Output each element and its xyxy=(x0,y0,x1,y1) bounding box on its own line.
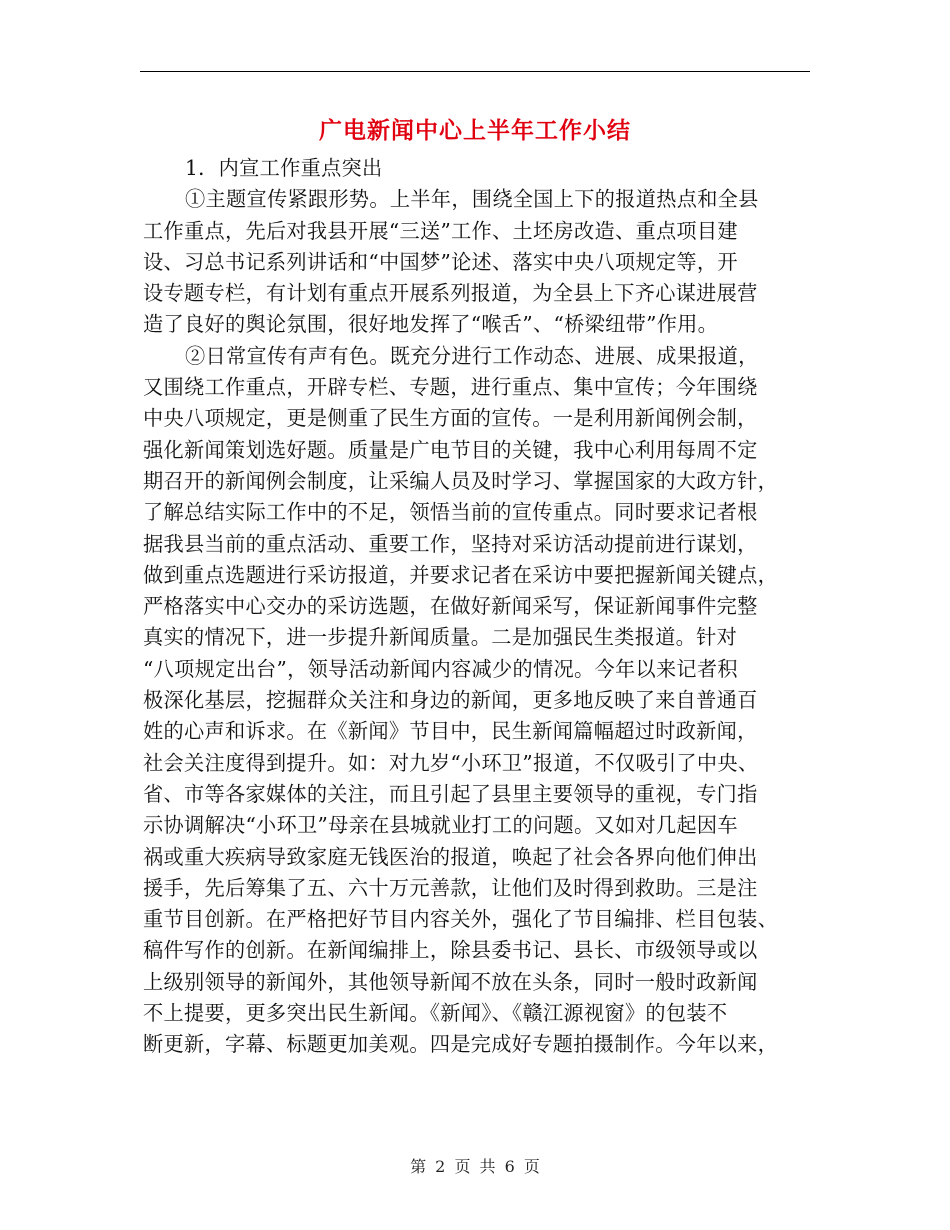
text-line: 1．内宣工作重点突出 xyxy=(185,156,383,180)
text-line: 工作重点，先后对我县开展“三送”工作、土坯房改造、重点项目建 xyxy=(143,218,738,243)
text-line: 造了良好的舆论氛围，很好地发挥了“喉舌”、“桥梁纽带”作用。 xyxy=(143,312,719,337)
text-line: 期召开的新闻例会制度，让采编人员及时学习、掌握国家的大政方针， xyxy=(143,468,779,493)
text-line: 了解总结实际工作中的不足，领悟当前的宣传重点。同时要求记者根 xyxy=(143,500,758,525)
text-line: 做到重点选题进行采访报道，并要求记者在采访中要把握新闻关键点， xyxy=(143,562,779,587)
text-line: 极深化基层，挖掘群众关注和身边的新闻，更多地反映了来自普通百 xyxy=(143,688,758,713)
text-line: 强化新闻策划选好题。质量是广电节目的关键，我中心利用每周不定 xyxy=(143,437,758,462)
text-line: 据我县当前的重点活动、重要工作，坚持对采访活动提前进行谋划， xyxy=(143,531,758,556)
text-line: 不上提要，更多突出民生新闻。《新闻》、《赣江源视窗》的包装不 xyxy=(143,1001,728,1026)
header-rule xyxy=(140,71,810,72)
document-title: 广电新闻中心上半年工作小结 xyxy=(319,118,631,144)
text-line: 设专题专栏，有计划有重点开展系列报道，为全县上下齐心谋进展营 xyxy=(143,281,758,306)
document-body xyxy=(143,153,815,1061)
text-line: 又围绕工作重点，开辟专栏、专题，进行重点、集中宣传；今年围绕 xyxy=(143,375,758,400)
text-line: ②日常宣传有声有色。既充分进行工作动态、进展、成果报道， xyxy=(185,343,759,368)
text-line: 严格落实中心交办的采访选题，在做好新闻采写，保证新闻事件完整 xyxy=(143,594,758,619)
text-line: 断更新，字幕、标题更加美观。四是完成好专题拍摄制作。今年以来， xyxy=(143,1032,779,1057)
page-footer: 第 2 页 共 6 页 xyxy=(410,1157,540,1176)
text-line: 姓的心声和诉求。在《新闻》节目中，民生新闻篇幅超过时政新闻， xyxy=(143,719,758,744)
text-line: 重节目创新。在严格把好节目内容关外，强化了节目编排、栏目包装、 xyxy=(143,907,779,932)
text-line: ①主题宣传紧跟形势。上半年，围绕全国上下的报道热点和全县 xyxy=(185,187,759,212)
text-line: 稿件写作的创新。在新闻编排上，除县委书记、县长、市级领导或以 xyxy=(143,938,758,963)
text-line: 援手，先后筹集了五、六十万元善款，让他们及时得到救助。三是注 xyxy=(143,875,758,900)
text-line: 示协调解决“小环卫”母亲在县城就业打工的问题。又如对几起因车 xyxy=(143,813,738,838)
text-line: 祸或重大疾病导致家庭无钱医治的报道，唤起了社会各界向他们伸出 xyxy=(143,844,758,869)
text-line: 设、习总书记系列讲话和“中国梦”论述、落实中央八项规定等，开 xyxy=(143,249,738,274)
text-line: 省、市等各家媒体的关注，而且引起了县里主要领导的重视，专门指 xyxy=(143,781,758,806)
text-line: 中央八项规定，更是侧重了民生方面的宣传。一是利用新闻例会制， xyxy=(143,406,758,431)
text-line: 真实的情况下，进一步提升新闻质量。二是加强民生类报道。针对 xyxy=(143,625,738,650)
text-line: 上级别领导的新闻外，其他领导新闻不放在头条，同时一般时政新闻 xyxy=(143,969,758,994)
text-line: 社会关注度得到提升。如：对九岁“小环卫”报道，不仅吸引了中央、 xyxy=(143,750,759,775)
text-line: “八项规定出台”，领导活动新闻内容减少的情况。今年以来记者积 xyxy=(143,656,738,681)
